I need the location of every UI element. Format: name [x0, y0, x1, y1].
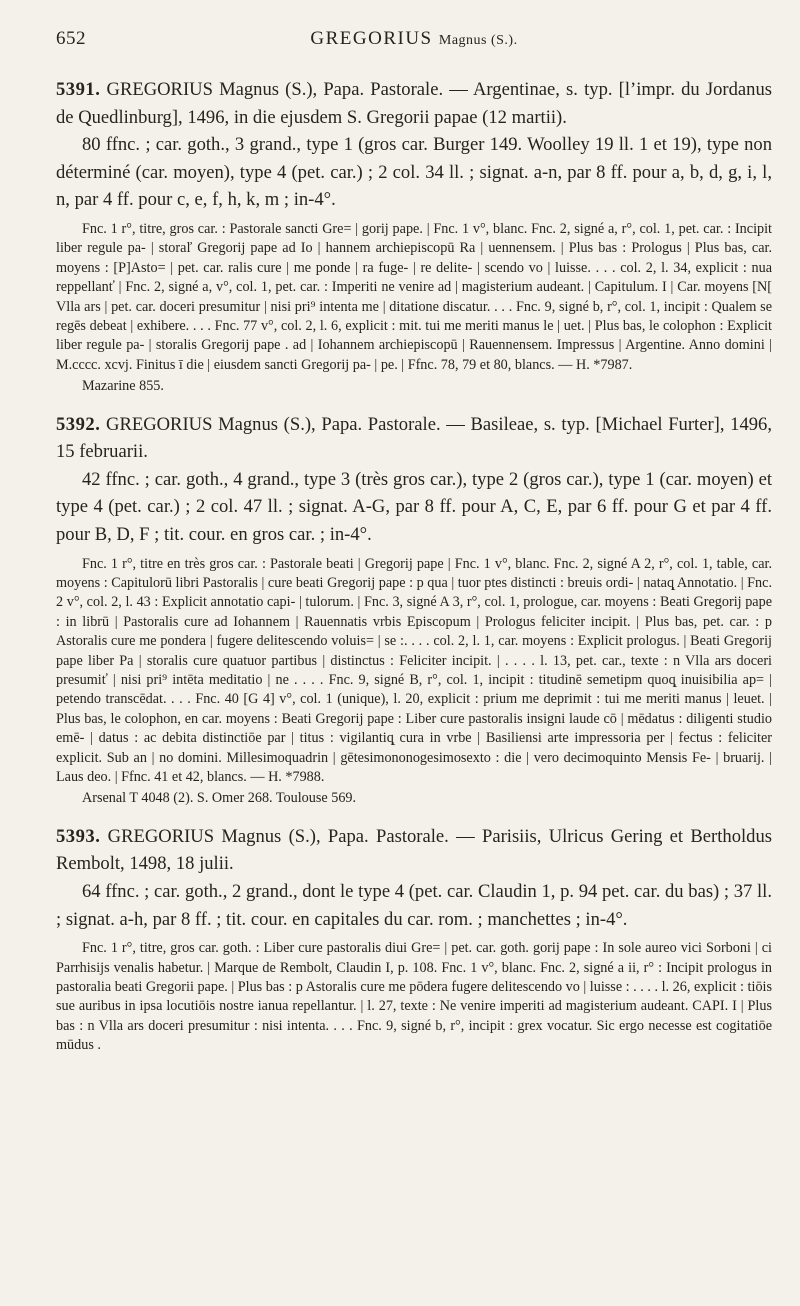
catalogue-entry [56, 76, 772, 397]
page-header [56, 28, 772, 58]
catalogue-entry [56, 411, 772, 809]
entry-title: GREGORIUS Magnus (S.), Papa. Pastorale. — Parisiis, Ulricus Gering et Bertholdus Rembolt, 1498, 18 julii. [56, 825, 772, 875]
entry-location: Arsenal T 4048 (2). S. Omer 268. Toulouse 569. [82, 790, 357, 807]
entry-heading [56, 411, 772, 466]
entry-collation: 42 ffnc. ; car. goth., 4 grand., type 3 (très gros car.), type 2 (gros car.), type 1 (car. moyen) et type 4 (pet. car.) ; 2 col. 47 ll. ; signat. A-G, par 8 ff. pour A, C, E, par 6 ff. pour G et par 4 ff. pour B, D, F ; tit. cour. en gros car. ; in-4°. [56, 468, 772, 545]
running-title-sub: Magnus (S.). [438, 33, 518, 48]
page-number: 652 [56, 28, 86, 49]
entry-description: Fnc. 1 r°, titre, gros car. goth. : Liber cure pastoralis diui Gre= | pet. car. goth. gorij pape : In sole aureo vici Sorboni | ci Parrhisijs venalis habetur. | Marque de Rembolt, Claudin I, p. 108. Fnc. 1 v°, blanc. Fnc. 2, signé a ii, r° : Incipit prologus in pastoralia beati Gregorii pape. | Plus bas : p Astoralis cure me pōdera fugere delitescendo vo | luisse : . . . . l. 26, explicit : tiōis sue auribus in ipsa locutiōis nostre ianua repellantur. | l. 27, texte : Ne venire imperiti ad magisterium audeant. CAPI. I | Plus bas : n Vlla ars doceri presumitur : nisi intenta. . . . Fnc. 9, signé b, r°, incipit : grex vocatur. Sic ergo necesse est cogitatiōe mūdus . [56, 940, 772, 1054]
running-title-main: GREGORIUS [310, 28, 433, 49]
entry-number: 5392. [56, 413, 101, 435]
entry-title: GREGORIUS Magnus (S.), Papa. Pastorale. — Argentinae, s. typ. [l’impr. du Jordanus de Quedlinburg], 1496, in die ejusdem S. Gregorii papae (12 martii). [56, 79, 772, 128]
entry-heading [56, 823, 772, 878]
entry-location: Mazarine 855. [82, 378, 164, 395]
entry-number: 5391. [56, 79, 101, 100]
entry-collation: 64 ffnc. ; car. goth., 2 grand., dont le type 4 (pet. car. Claudin 1, p. 94 pet. car. du bas) ; 37 ll. ; signat. a-h, par 8 ff. ; tit. cour. en capitales du car. rom. ; manchettes ; in-4°. [56, 881, 772, 930]
catalogue-entry [56, 823, 772, 1056]
entry-heading [56, 76, 772, 131]
running-title [56, 28, 772, 50]
entry-number: 5393. [56, 825, 101, 847]
entry-description: Fnc. 1 r°, titre, gros car. : Pastorale sancti Gre= | gorij pape. | Fnc. 1 v°, blanc. Fnc. 2, signé a, r°, col. 1, pet. car. : Incipit liber regule pa- | storaľ Gregorij pape ad Io | hannem archiepiscopū Ra | uennensem. | Plus bas : Prologus | Plus bas, car. moyens : [P]Asto= | pet. car. ralis cure | me ponde | ra fuge- | re delite- | scendo vo | luisse. . . . col. 2, l. 34, explicit : nua reppellanť | Fnc. 2, signé a, v°, col. 1, pet. car. : Imperiti ne venire ad | magisterium audeant. | Capitulum. I | Car. moyens [N[ Vlla ars | pet. car. doceri presumitur | nisi pri⁹ intenta me | ditatione discatur. . . . Fnc. 9, signé b, r°, col. 1, incipit : Qualem se regēs debeat | exhibere. . . . Fnc. 77 v°, col. 2, l. 6, explicit : mit. tui me meriti manus le | uet. | Plus bas, le colophon : Explicit liber regule pa- | storalis Gregorij pape . ad | Iohannem archiepiscopū | Rauennensem. Impressus | Argentine. Anno domini | M.cccc. xcvj. Finitus ī die | eiusdem sancti Gregorij pa- | pe. | Ffnc. 78, 79 et 80, blancs. — H. *7987. [56, 220, 772, 373]
catalogue-entries [56, 76, 772, 1070]
entry-description: Fnc. 1 r°, titre en très gros car. : Pastorale beati | Gregorij pape | Fnc. 1 v°, blanc. Fnc. 2, signé A 2, r°, col. 1, table, car. moyens : Capitulorū libri Pastoralis | cure beati Gregorij pape : p qua | tuor ptes distincti : breuis ordi- | nataq̨ Annotatio. | Fnc. 2 v°, col. 2, l. 43 : Explicit annotatio capi- | tulorum. | Fnc. 3, signé A 3, r°, col. 1, prologue, car. moyens : Beati Gregorij pape : in librū | Pastoralis cure ad Iohannem | Rauennatis vrbis Episcopum | Prologus feliciter incipit. | Plus bas, pet. car. : p Astoralis cure me pondera | fugere delitescendo voluis= | se :. . . . col. 2, l. 1, car. moyens : Explicit prologus. | Beati Gregorij pape liber Pa | storalis cure quatuor partibus | distinctus : Feliciter incipit. | . . . . l. 13, pet. car., texte : n Vlla ars doceri presumiť | nisi pri⁹ intēta meditatio | ne . . . . Fnc. 9, signé B, r°, col. 1, incipit : titudinē semetipm quoq̨ inuisibilia ap= | petendo transcēdat. . . . Fnc. 40 [G 4] v°, col. 1 (unique), l. 20, explicit : prium me deprimit : tui me meriti manus | leuet. | Plus bas, le colophon, en car. moyens : Beati Gregorij pape : Liber cure pastoralis insigni laude cō | mēdatus : diligenti studio emē- | datus : ac debita distinctiōe par | titus : vigilantiq̨ cura in vrbe | Basiliensi arte impressoria per | fectus : feliciter explicit. Sub an | no domini. Millesimoquadrin | gētesimononogesimosexto : die | vero decimoquinto Mensis Fe- | bruarij. | Laus deo. | Ffnc. 41 et 42, blancs. — H. *7988. [56, 555, 772, 786]
entry-title: GREGORIUS Magnus (S.), Papa. Pastorale. — Basileae, s. typ. [Michael Furter], 1496, 15 februarii. [56, 413, 772, 463]
entry-collation: 80 ffnc. ; car. goth., 3 grand., type 1 (gros car. Burger 149. Woolley 19 ll. 1 et 19), type non déterminé (car. moyen), type 4 (pet. car.) ; 2 col. 34 ll. ; signat. a-n, par 8 ff. pour a, b, d, g, i, l, n, par 4 ff. pour c, e, f, h, k, m ; in-4°. [56, 134, 772, 211]
